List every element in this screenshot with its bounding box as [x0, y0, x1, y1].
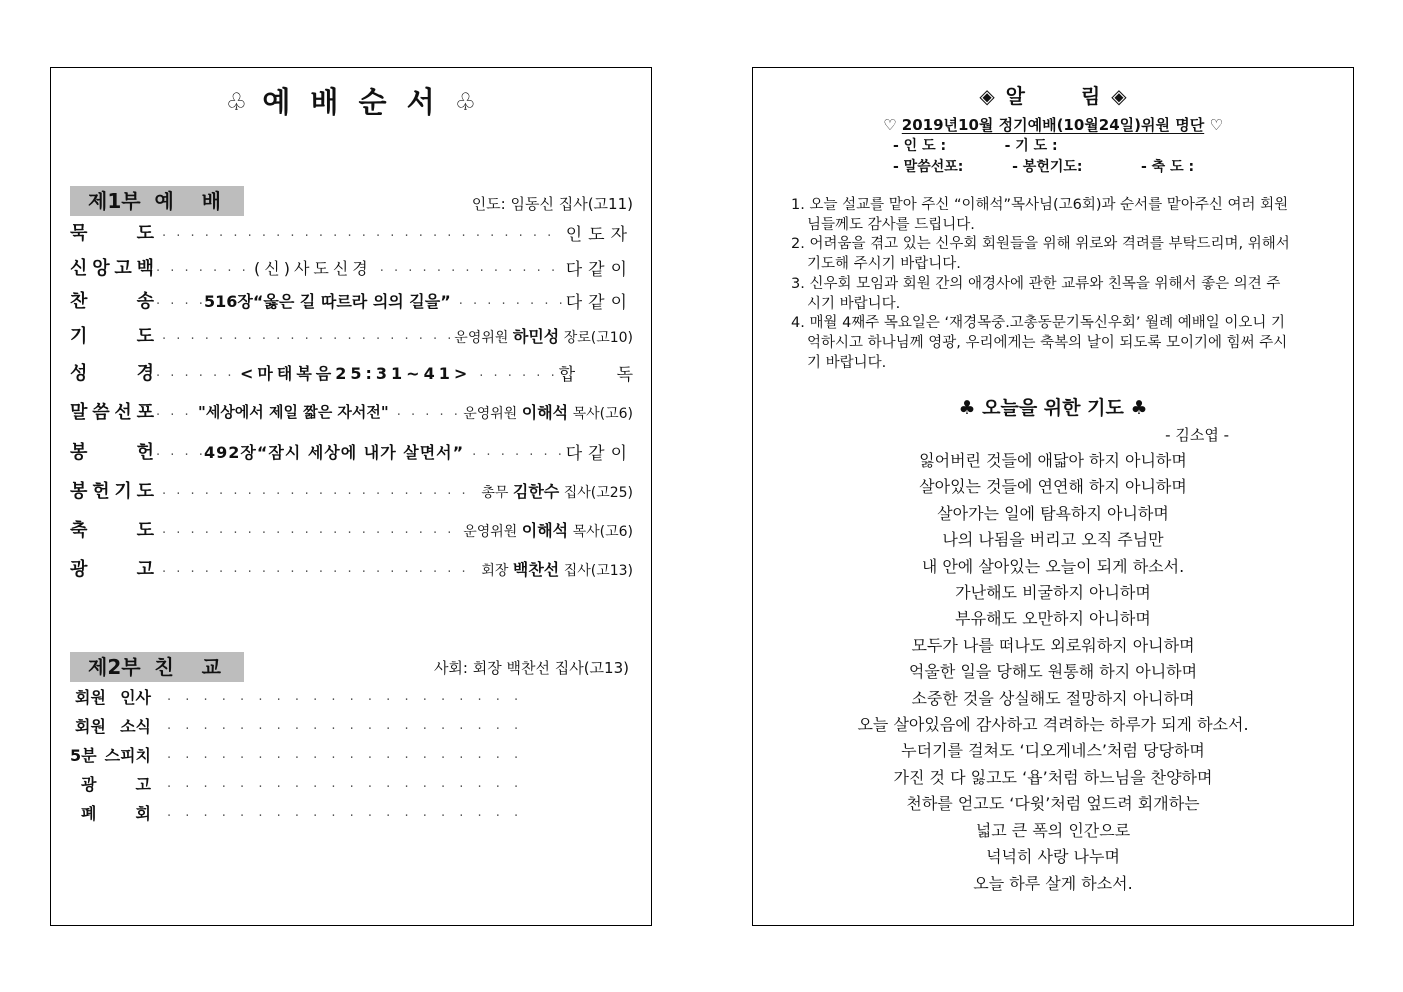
part1-leader: 인도: 임동신 집사(고11) — [471, 195, 633, 213]
leader-dots — [472, 444, 562, 459]
poem-line: 살아있는 것들에 연연해 하지 아니하며 — [919, 477, 1187, 497]
leader-dots — [162, 328, 450, 343]
heart-icon: ♡ — [1209, 116, 1223, 134]
fellowship-item-closing — [81, 799, 527, 825]
order-item-performer: 총무 김한수 집사(고25) — [481, 481, 633, 501]
leader-dots — [156, 444, 202, 459]
leader-dots — [156, 404, 196, 419]
poem-line: 가난해도 비굴하지 아니하며 — [955, 583, 1151, 603]
order-item-detail: <마태복음25:31~41> — [240, 363, 472, 383]
order-item-label: 묵 도 — [70, 223, 154, 244]
order-item-creed — [70, 253, 633, 281]
leader-dots — [162, 225, 562, 240]
announcements-title: ◈ 알 림 ◈ — [979, 84, 1127, 108]
order-item-sermon — [70, 397, 633, 425]
order-item-label: 성 경 — [70, 363, 154, 384]
order-item-announcements — [70, 554, 633, 582]
part2-heading: 제2부 친 교 — [70, 652, 244, 682]
order-item-label: 기 도 — [70, 326, 154, 347]
leader-dots — [167, 747, 527, 762]
order-item-performer: 다같이 — [565, 443, 633, 464]
poem-line: 모두가 나를 떠나도 외로워하지 아니하며 — [911, 635, 1195, 655]
poem-line: 천하를 얻고도 ‘다윗’처럼 엎드려 회개하는 — [906, 794, 1200, 814]
leader-dots — [397, 404, 460, 419]
leader-dots — [167, 805, 527, 820]
order-item-label: 봉 헌 기 도 — [70, 481, 154, 502]
leader-dots — [156, 293, 202, 308]
notice-list — [791, 196, 1291, 373]
poem-line: 억울한 일을 당해도 원통해 하지 아니하며 — [908, 662, 1198, 682]
leader-dots — [162, 561, 477, 576]
leader-dots — [156, 260, 252, 275]
fellowship-item-label: 광 고 — [81, 774, 151, 794]
poem-line: 오늘 살아있음에 감사하고 격려하는 하루가 되게 하소서. — [857, 715, 1249, 735]
order-item-detail: 516장“옳은 길 따르라 의의 길을” — [204, 291, 451, 311]
order-item-offering-prayer — [70, 476, 633, 504]
prayer-author: - 김소엽 - — [1165, 426, 1229, 444]
order-item-label: 봉 헌 — [70, 442, 154, 463]
order-item-detail: (신)사도신경 — [254, 258, 372, 278]
worship-order-title-text: 예 배 순 서 — [262, 85, 440, 119]
poem-line: 가진 것 다 잃고도 ‘욥’처럼 하느님을 찬양하며 — [893, 767, 1213, 787]
order-item-performer: 운영위원 하민성 장로(고10) — [454, 326, 633, 346]
order-item-detail: 492장“잠시 세상에 내가 살면서” — [204, 442, 465, 462]
order-item-silent-prayer — [70, 218, 633, 246]
order-item-label: 축 도 — [70, 520, 154, 541]
prayer-poem — [753, 448, 1353, 897]
part1-heading: 제1부 예 배 — [70, 186, 244, 216]
poem-line: 부유해도 오만하지 아니하며 — [955, 609, 1151, 629]
fellowship-item-label: 회원 소식 — [75, 716, 151, 736]
worship-order-title — [51, 80, 651, 121]
committee-roster-heading — [753, 114, 1353, 135]
fellowship-item-label: 회원 인사 — [75, 687, 151, 707]
order-item-performer: 다같이 — [565, 259, 633, 280]
leader-dots — [162, 483, 477, 498]
order-item-performer: 다같이 — [565, 292, 633, 313]
poem-line: 살아가는 일에 탐욕하지 아니하며 — [937, 503, 1169, 523]
leader-dots — [167, 718, 527, 733]
order-item-label: 말 씀 선 포 — [70, 402, 154, 423]
fellowship-item-speech — [70, 741, 527, 767]
poem-line: 넓고 큰 폭의 인간으로 — [975, 820, 1131, 840]
order-item-offering — [70, 437, 633, 465]
poem-line: 소중한 것을 상실해도 절망하지 아니하며 — [911, 688, 1195, 708]
order-item-performer: 합 독 — [558, 364, 651, 385]
order-item-scripture — [70, 358, 651, 386]
order-item-label: 광 고 — [70, 559, 154, 580]
leader-dots — [459, 293, 562, 308]
order-item-performer: 운영위원 이해석 목사(고6) — [463, 520, 633, 540]
notice-item: 2. 어려움을 겪고 있는 신우회 회원들을 위해 위로와 격려를 부탁드리며, 위해서 기도해 주시기 바랍니다. — [791, 236, 1290, 273]
notice-item: 3. 신우회 모임과 회원 간의 애경사에 관한 교류와 친목을 위해서 좋은 의견 주시기 바랍니다. — [791, 275, 1281, 312]
poem-line: 내 안에 살아있는 오늘이 되게 하소서. — [921, 556, 1185, 576]
fellowship-item-label: 5분 스피치 — [70, 745, 151, 765]
poem-line: 오늘 하루 살게 하소서. — [973, 873, 1133, 893]
order-item-performer: 운영위원 이해석 목사(고6) — [463, 402, 633, 422]
leader-dots — [162, 522, 459, 537]
order-item-hymn — [70, 286, 633, 314]
order-item-performer: 회장 백찬선 집사(고13) — [481, 559, 633, 579]
leader-dots — [156, 365, 238, 380]
part2-leader: 사회: 회장 백찬선 집사(고13) — [433, 659, 629, 677]
order-item-benediction — [70, 515, 633, 543]
poem-line: 누더기를 걸쳐도 ‘디오게네스’처럼 당당하며 — [901, 741, 1205, 761]
fellowship-item-news — [75, 712, 527, 738]
club-icon: ♧ — [225, 88, 248, 116]
committee-officers: - 인 도 : - 기 도 : - 말씀선포: - 봉헌기도: - 축 도 : — [893, 138, 1195, 175]
order-item-prayer — [70, 321, 633, 349]
committee-roster-title: 2019년10월 정기예배(10월24일)위원 명단 — [901, 116, 1205, 134]
poem-line: 넉넉히 사랑 나누며 — [986, 847, 1120, 867]
worship-order-panel — [50, 67, 652, 926]
order-item-detail: "세상에서 제일 짧은 자서전" — [198, 402, 389, 421]
order-item-label: 신 앙 고 백 — [70, 258, 154, 279]
poem-line: 잃어버린 것들에 애닯아 하지 아니하며 — [919, 451, 1187, 470]
announcements-panel — [752, 67, 1354, 926]
heart-icon: ♡ — [883, 116, 897, 134]
club-icon: ♧ — [454, 88, 477, 116]
order-item-performer: 인도자 — [565, 224, 633, 245]
leader-dots — [167, 689, 527, 704]
poem-line: 나의 나됨을 버리고 오직 주님만 — [942, 530, 1164, 550]
fellowship-item-announcements — [81, 770, 527, 796]
leader-dots — [479, 365, 555, 380]
notice-item: 1. 오늘 설교를 맡아 주신 “이해석”목사님(고6회)과 순서를 맡아주신 여러 회원님들께도 감사를 드립니다. — [791, 197, 1289, 233]
leader-dots — [167, 776, 527, 791]
fellowship-item-label: 폐 회 — [81, 803, 151, 823]
fellowship-item-greeting — [75, 683, 527, 709]
leader-dots — [380, 260, 562, 275]
order-item-label: 찬 송 — [70, 291, 154, 312]
prayer-title: ♣ 오늘을 위한 기도 ♣ — [958, 397, 1148, 419]
notice-item: 4. 매월 4째주 목요일은 ‘재경목중.고총동문기독신우회’ 월례 예배일 이오니 기억하시고 하나님께 영광, 우리에게는 축복의 날이 되도록 모이기에 힘써 주시기 바랍니다. — [791, 315, 1288, 371]
